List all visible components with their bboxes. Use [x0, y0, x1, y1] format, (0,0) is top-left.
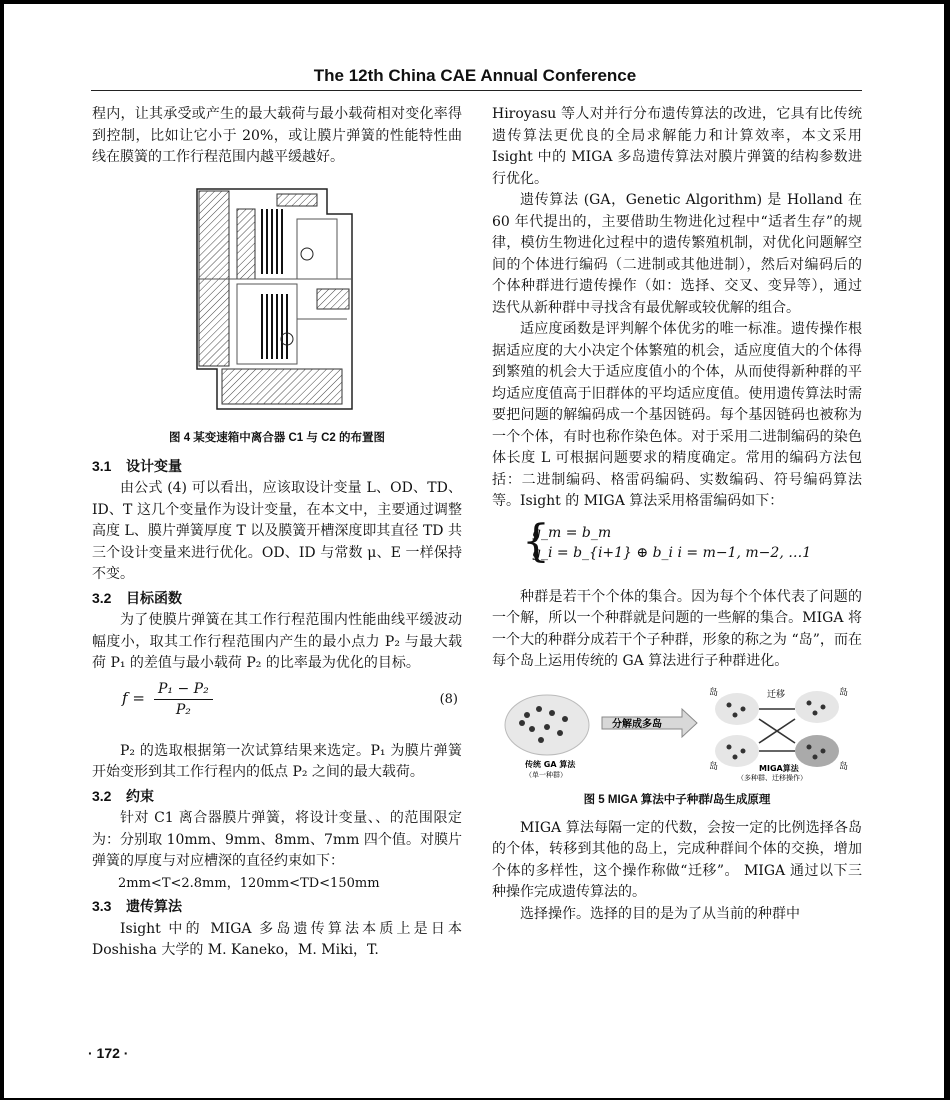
paragraph: Hiroyasu 等人对并行分布遗传算法的改进，它具有比传统遗传算法更优良的全局求解能力和计算效率，本文采用 Isight 中的 MIGA 多岛遗传算法对膜片弹簧的结构参数进行优化。	[492, 106, 862, 187]
figure-4	[92, 179, 462, 450]
running-header: The 12th China CAE Annual Conference	[313, 66, 637, 85]
figure-4-caption: 图 4 某变速箱中离合器 C1 与 C2 的布置图	[169, 432, 385, 444]
section-number: 3.1	[92, 457, 112, 474]
section-heading	[92, 786, 462, 808]
section-title: 约束	[126, 787, 154, 804]
constraint-text: 2mm<T<2.8mm，120mm<TD<150mm	[118, 875, 380, 891]
equation-fraction	[154, 679, 213, 720]
figure-5	[492, 685, 862, 812]
section-heading	[92, 456, 462, 478]
paragraph: 遗传算法 (GA，Genetic Algorithm) 是 Holland 在 60 年代提出的，主要借助生物进化过程中“适者生存”的规律，模仿生物进化过程中的遗传繁殖机制，对优化问题解空间的个体进行编码（二进制或其他进制），然后对编码后的个体种群进行遗传操作（如：选择、交叉、变异等），通过迭代从新种群中寻找含有最优解或较优解的组合。	[492, 192, 862, 316]
figure-5-caption: 图 5 MIGA 算法中子种群/岛生成原理	[583, 794, 771, 806]
equation-lhs: f =	[122, 688, 145, 707]
section-heading	[92, 588, 462, 610]
equation-denominator: P₂	[175, 701, 191, 718]
page-number: · 172 ·	[88, 1045, 129, 1061]
label-split: 分解成多岛	[612, 718, 662, 730]
paragraph: 由公式 (4) 可以看出，应该取设计变量 L、OD、TD、ID、T 这几个变量作为设计变量，在本文中，主要通过调整高度 L、膜片弹簧厚度 T 以及膜簧开槽深度即其直径 TD 共三个设计变量来进行优化。OD、ID 与常数 μ、E 一样保持不变。	[92, 480, 462, 582]
section-number: 3.2	[92, 589, 112, 606]
label-migrate: 迁移	[767, 689, 786, 700]
section-number: 3.2	[92, 787, 112, 804]
clutch-drawing	[177, 179, 377, 419]
paragraph: MIGA 算法每隔一定的代数，会按一定的比例选择各岛的个体，转移到其他的岛上，完成种群间个体的交换，增加个体的多样性，这个操作称做“迁移”。 MIGA 通过以下三种操作完成遗传算法的。	[492, 819, 862, 900]
paragraph: 针对 C1 离合器膜片弹簧，将设计变量、、的范围限定为：分别取 10mm、9mm、8mm、7mm 四个值。对膜片弹簧的厚度与对应槽深的直径约束如下：	[92, 810, 462, 869]
paragraph: Isight 中的 MIGA 多岛遗传算法本质上是日本 Doshisha 大学的 M. Kaneko，M. Miki，T.	[92, 920, 462, 958]
island-model-diagram	[497, 685, 857, 781]
paragraph: 程内，让其承受或产生的最大载荷与最小载荷相对变化率得到控制，比如让它小于 20%，或让膜片弹簧的性能特性曲线在膜簧的工作行程范围内越平缓越好。	[92, 106, 462, 165]
section-heading	[92, 896, 462, 918]
section-number: 3.3	[92, 898, 112, 914]
header-rule	[91, 90, 862, 91]
equation-line: g_m = b_m	[532, 524, 612, 541]
equation-8	[92, 675, 462, 731]
label-island: 岛	[839, 687, 849, 698]
label-miga: MIGA算法	[759, 763, 799, 773]
paragraph: 种群是若干个个体的集合。因为每个个体代表了问题的一个解，所以一个种群就是问题的一些解的集合。MIGA 将一个大的种群分成若干个子种群，形象的称之为 “岛”，而在每个岛上运用传统的 GA 算法进行子种群进化。	[492, 588, 862, 669]
equation-numerator: P₁ − P₂	[154, 679, 213, 700]
paragraph: 适应度函数是评判解个体优劣的唯一标准。遗传操作根据适应度的大小决定个体繁殖的机会，适应度值大的个体得到繁殖的机会大于适应度值小的个体，从而使得新种群的平均适应度值高于旧群体的平均适应度值。使用遗传算法时需要把问题的解编码成一个基因链码。每个基因链码也被称为一个个体，有时也称作染色体。对于采用二进制编码的染色体长度 L 可根据问题要求的精度确定。常用的编码方法包括：二进制编码、格雷码编码、实数编码、符号编码算法等。Isight 的 MIGA 算法采用格雷编码如下：	[492, 321, 862, 509]
paragraph: P₂ 的选取根据第一次试算结果来选定。P₁ 为膜片弹簧开始变形到其工作行程内的低点 P₂ 之间的最大载荷。	[92, 742, 462, 780]
section-title: 目标函数	[126, 589, 182, 606]
label-traditional-ga-sub: （单一种群）	[525, 770, 567, 779]
label-miga-sub: （多种群、迁移操作）	[737, 773, 807, 781]
label-traditional-ga: 传统 GA 算法	[525, 759, 576, 769]
label-island: 岛	[709, 687, 719, 698]
paragraph: 为了使膜片弹簧在其工作行程范围内性能曲线平缓波动幅度小，取其工作行程范围内产生的最小点力 P₂ 与最大载荷 P₁ 的差值与最小载荷 P₂ 的比率最为优化的目标。	[92, 612, 462, 671]
right-column	[492, 104, 862, 925]
equation-number: (8)	[439, 691, 458, 707]
left-column	[92, 104, 462, 962]
label-island: 岛	[839, 761, 849, 772]
equation-line: g_i = b_{i+1} ⊕ b_i i = m−1, m−2, …1	[532, 544, 812, 561]
section-title: 遗传算法	[126, 898, 182, 914]
label-island: 岛	[709, 761, 719, 772]
paragraph: 选择操作。选择的目的是为了从当前的种群中	[520, 905, 800, 922]
gray-code-equations	[492, 517, 862, 579]
brace-glyph: {	[522, 515, 550, 567]
section-title: 设计变量	[126, 457, 182, 474]
